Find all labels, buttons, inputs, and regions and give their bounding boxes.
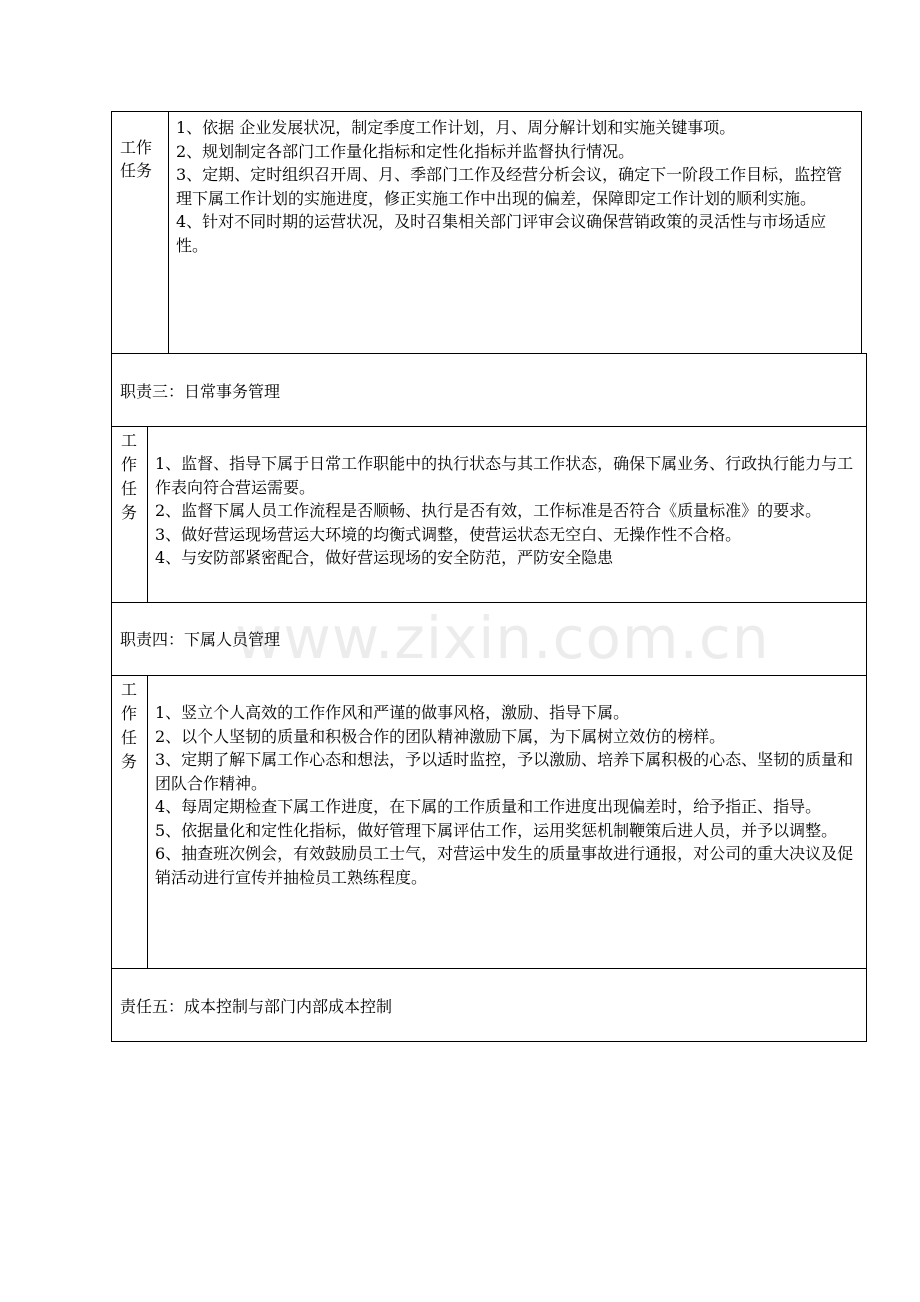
watermark: www.zixin.com.cn	[235, 604, 770, 672]
duty-title-section3: 职责三：日常事务管理	[120, 382, 281, 401]
task-item: 6、抽查班次例会，有效鼓励员工士气，对营运中发生的质量事故进行通报，对公司的重大决议及促销活动进行宣传并抽检员工熟练程度。	[155, 844, 854, 887]
task-item: 5、依据量化和定性化指标，做好管理下属评估工作，运用奖惩机制鞭策后进人员，并予以调整。	[155, 820, 838, 840]
task-list-section4	[155, 701, 861, 889]
task-list-section3	[155, 452, 861, 570]
task-item: 3、做好营运现场营运大环境的均衡式调整，使营运状态无空白、无操作性不合格。	[155, 524, 742, 544]
column-divider	[147, 426, 148, 603]
task-item: 2、监督下属人员工作流程是否顺畅、执行是否有效，工作标准是否符合《质量标准》的要求。	[155, 501, 822, 520]
duty-title-section5: 责任五：成本控制与部门内部成本控制	[120, 997, 393, 1016]
task-item: 1、依据 企业发展状况，制定季度工作计划，月、周分解计划和实施关键事项。	[176, 118, 736, 137]
task-item: 2、规划制定各部门工作量化指标和定性化指标并监督执行情况。	[176, 141, 635, 161]
task-item: 3、定期、定时组织召开周、月、季部门工作及经营分析会议，确定下一阶段工作目标，监控管理下属工作计划的实施进度，修正实施工作中出现的偏差，保障即定工作计划的顺利实施。	[176, 165, 843, 208]
column-divider	[168, 111, 169, 354]
task-item: 3、定期了解下属工作心态和想法，予以适时监控，予以激励、培养下属积极的心态、坚韧的质量和团队合作精神。	[155, 750, 854, 793]
column-divider	[147, 675, 148, 969]
task-item: 1、竖立个人高效的工作作风和严谨的做事风格，激励、指导下属。	[155, 703, 630, 722]
task-item: 4、针对不同时期的运营状况，及时召集相关部门评审会议确保营销政策的灵活性与市场适应性。	[176, 212, 827, 255]
task-label-section4: 工作任务	[120, 680, 137, 771]
task-item: 4、与安防部紧密配合，做好营运现场的安全防范，严防安全隐患	[155, 548, 614, 567]
task-label-section3: 工作任务	[120, 431, 137, 522]
task-item: 2、以个人坚韧的质量和积极合作的团队精神激励下属，为下属树立效仿的榜样。	[155, 726, 726, 746]
duty-title-section4: 职责四：下属人员管理	[120, 630, 281, 649]
task-item: 1、监督、指导下属于日常工作职能中的执行状态与其工作状态，确保下属业务、行政执行能力与工作表向符合营运需要。	[155, 454, 854, 497]
task-item: 4、每周定期检查下属工作进度，在下属的工作质量和工作进度出现偏差时，给予指正、指导。	[155, 797, 822, 816]
task-label-section2: 工作任务	[120, 138, 153, 180]
task-list-section2	[176, 116, 856, 257]
